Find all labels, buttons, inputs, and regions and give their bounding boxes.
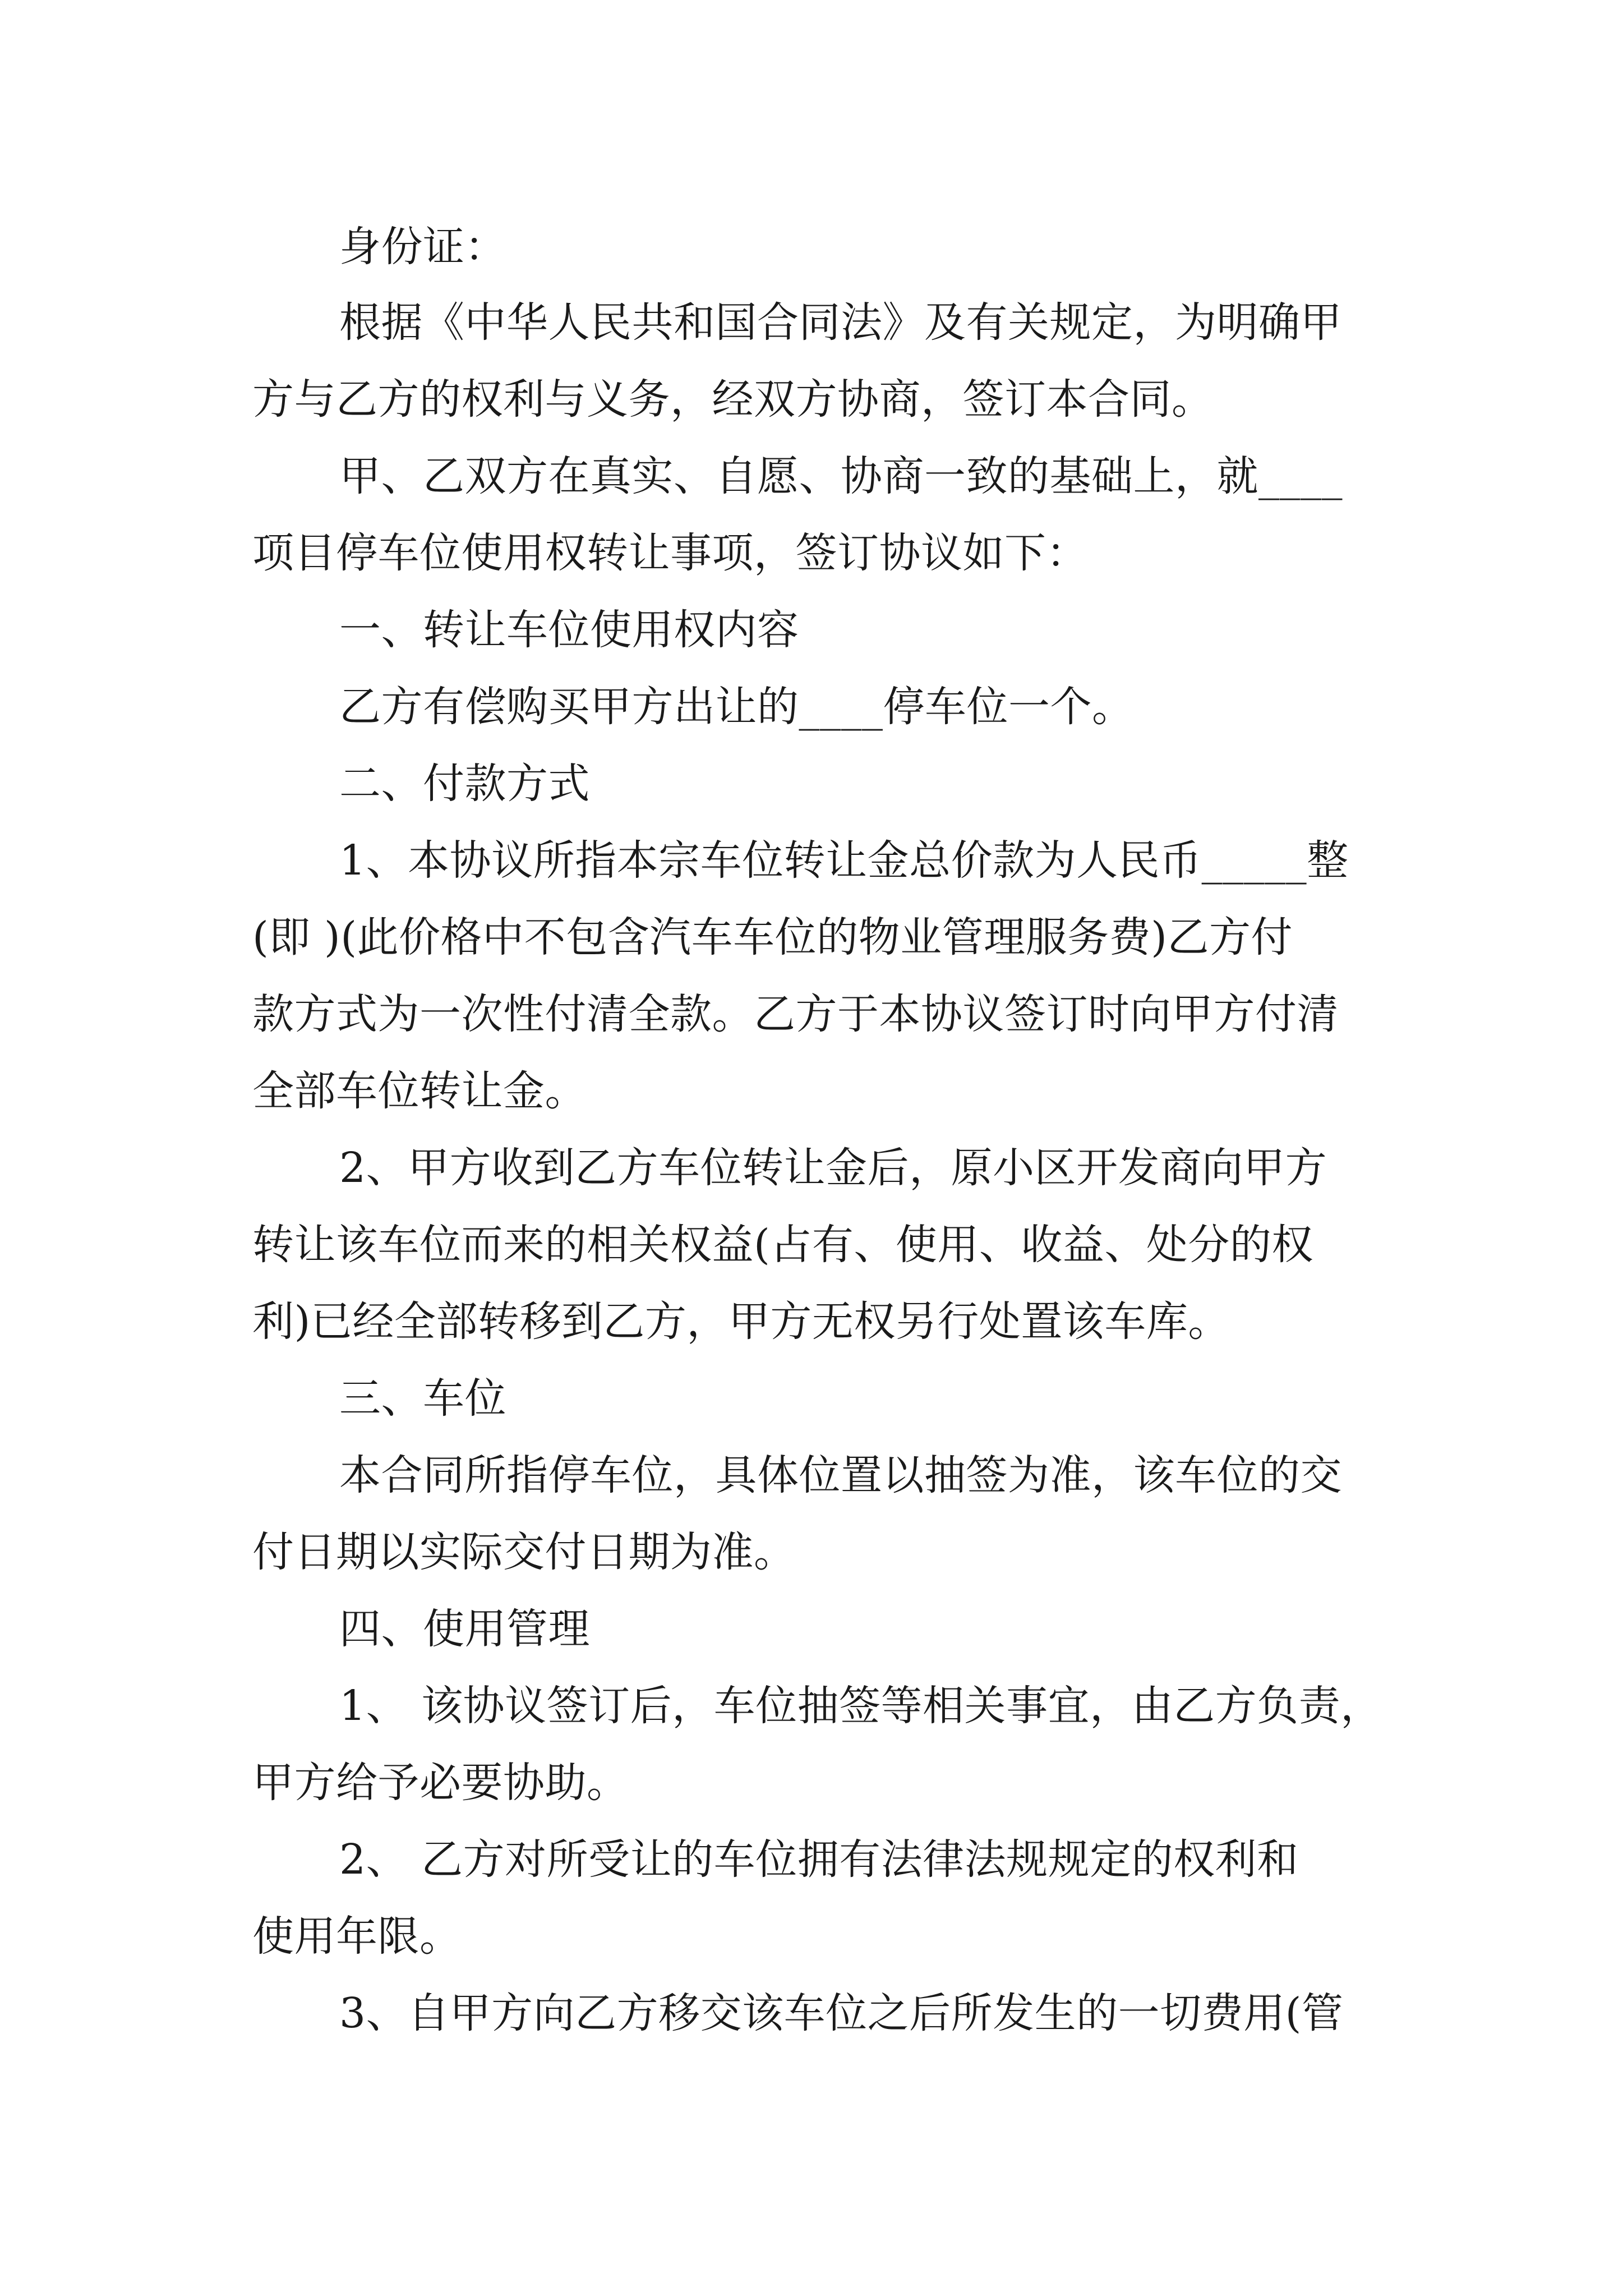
text-line-payment-4: 全部车位转让金。: [252, 1067, 587, 1115]
text-line-management-5: 3、自甲方向乙方移交该车位之后所发生的一切费用(管: [339, 1989, 1344, 2037]
text-line-purchase: 乙方有偿购买甲方出让的____停车位一个。: [339, 683, 1134, 731]
section-heading-4: 四、使用管理: [339, 1605, 590, 1653]
text-line-location-1: 本合同所指停车位，具体位置以抽签为准，该车位的交: [339, 1451, 1342, 1499]
text-line-preamble-1: 根据《中华人民共和国合同法》及有关规定，为明确甲: [339, 298, 1342, 347]
text-line-payment-1: 1、本协议所指本宗车位转让金总价款为人民币_____整: [339, 836, 1349, 885]
text-line-basis-2: 项目停车位使用权转让事项，签订协议如下：: [252, 529, 1088, 577]
text-line-management-2: 甲方给予必要协助。: [252, 1759, 629, 1807]
section-heading-1: 一、转让车位使用权内容: [339, 606, 799, 654]
text-line-preamble-2: 方与乙方的权利与义务，经双方协商，签订本合同。: [252, 375, 1214, 424]
text-line-management-4: 使用年限。: [252, 1912, 462, 1961]
text-line-management-3: 2、 乙方对所受让的车位拥有法律法规规定的权利和: [339, 1835, 1299, 1884]
text-line-payment-2: (即 )(此价格中不包含汽车车位的物业管理服务费)乙方付: [252, 913, 1293, 961]
text-line-management-1: 1、 该协议签订后，车位抽签等相关事宜，由乙方负责，: [339, 1682, 1382, 1730]
section-heading-2: 二、付款方式: [339, 760, 590, 808]
text-line-basis-1: 甲、乙双方在真实、自愿、协商一致的基础上，就____: [339, 452, 1343, 500]
text-line-rights-2: 转让该车位而来的相关权益(占有、使用、收益、处分的权: [252, 1221, 1313, 1269]
text-line-id-card: 身份证：: [339, 223, 506, 271]
text-line-rights-3: 利)已经全部转移到乙方，甲方无权另行处置该车库。: [252, 1297, 1230, 1346]
text-line-location-2: 付日期以实际交付日期为准。: [252, 1528, 796, 1576]
text-line-payment-3: 款方式为一次性付清全款。乙方于本协议签订时向甲方付清: [252, 990, 1339, 1038]
text-line-rights-1: 2、甲方收到乙方车位转让金后，原小区开发商向甲方: [339, 1144, 1327, 1192]
section-heading-3: 三、车位: [339, 1374, 506, 1423]
